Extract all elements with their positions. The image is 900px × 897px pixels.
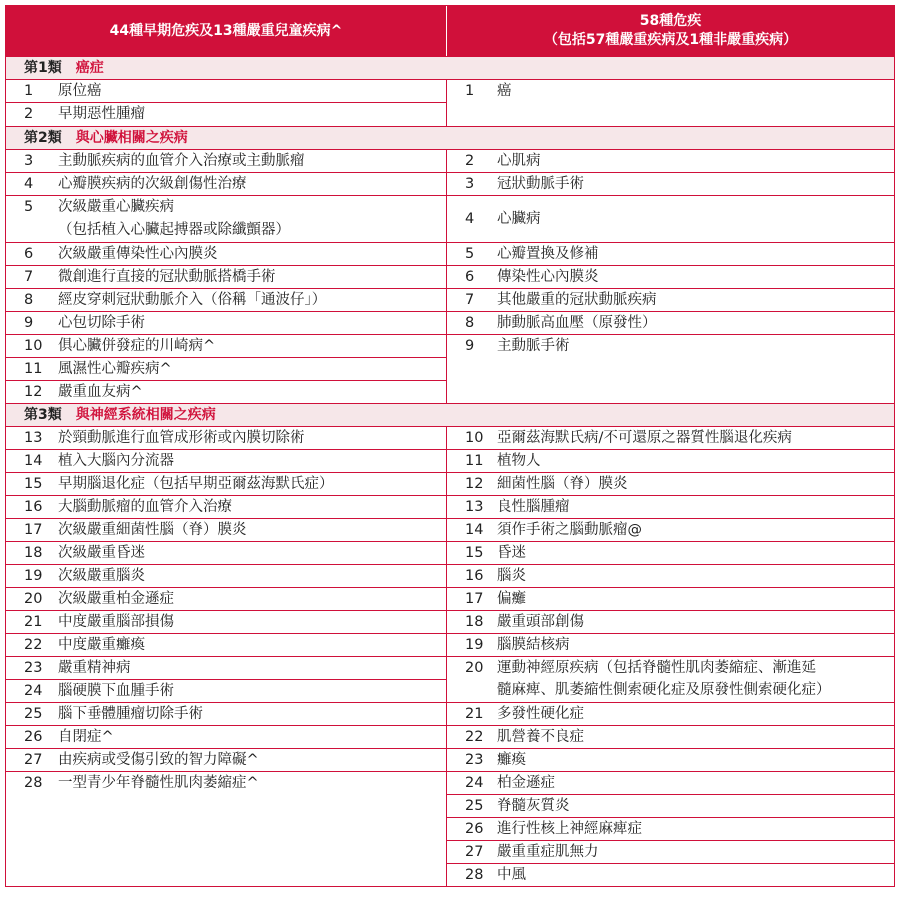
item-number: 18	[465, 614, 484, 630]
table-row	[447, 840, 894, 863]
item-text	[56, 243, 446, 265]
table-row	[6, 564, 446, 587]
item-number: 9	[465, 338, 475, 354]
table-row	[6, 656, 446, 679]
item-number: 23	[465, 752, 484, 768]
table-row	[6, 449, 446, 472]
item-text-line: 於頸動脈進行血管成形術或內膜切除術	[58, 430, 305, 446]
table-row	[6, 79, 446, 102]
item-number: 21	[465, 706, 484, 722]
item-text-line: 自閉症^	[58, 729, 114, 745]
header-right	[447, 6, 894, 56]
item-number: 8	[465, 315, 475, 331]
table-row	[6, 725, 446, 748]
table-row	[447, 610, 894, 633]
item-number: 12	[24, 384, 43, 400]
item-text-line: （包括植入心臟起搏器或除纖顫器）	[58, 222, 290, 238]
table-row	[447, 817, 894, 840]
table-row	[6, 518, 446, 541]
item-number: 6	[24, 246, 34, 262]
item-text-line: 中度嚴重癱瘓	[58, 637, 145, 653]
cat2-right-column	[447, 149, 894, 403]
item-number: 18	[24, 545, 43, 561]
item-text	[56, 611, 446, 633]
item-text	[495, 818, 894, 840]
item-text	[495, 473, 894, 495]
item-text	[56, 473, 446, 495]
item-text-line: 髓麻痺、肌萎縮性側索硬化症及原發性側索硬化症）	[497, 682, 831, 698]
item-text-line: 昏迷	[497, 545, 526, 561]
item-text	[56, 266, 446, 288]
item-number: 25	[24, 706, 43, 722]
table-row	[447, 564, 894, 587]
item-text	[495, 772, 894, 794]
table-row	[6, 334, 446, 357]
item-number: 12	[465, 476, 484, 492]
item-text-line: 早期腦退化症（包括早期亞爾茲海默氏症）	[58, 476, 334, 492]
item-text-line: 脊髓灰質炎	[497, 798, 570, 814]
item-text-line: 其他嚴重的冠狀動脈疾病	[497, 292, 657, 308]
table-row	[447, 863, 894, 886]
table-row	[6, 702, 446, 725]
item-text	[56, 335, 446, 357]
item-text	[56, 358, 446, 380]
item-text-line: 多發性硬化症	[497, 706, 584, 722]
item-text-line: 細菌性腦（脊）膜炎	[497, 476, 628, 492]
item-number: 28	[465, 867, 484, 883]
item-text-line: 肌營養不良症	[497, 729, 584, 745]
table-row	[447, 449, 894, 472]
item-number: 10	[24, 338, 43, 354]
table-row	[6, 495, 446, 518]
item-text	[56, 381, 446, 403]
category-2-header	[6, 126, 894, 149]
item-text	[495, 542, 894, 564]
category-label: 第1類	[24, 60, 62, 76]
item-text	[495, 289, 894, 311]
item-text-line: 大腦動脈瘤的血管介入治療	[58, 499, 232, 515]
item-number: 20	[24, 591, 43, 607]
item-text	[56, 634, 446, 656]
header-right-line1: 58種危疾	[639, 13, 702, 29]
item-text-line: 早期惡性腫瘤	[58, 106, 145, 122]
item-text-line: 心肌病	[497, 153, 541, 169]
item-number: 3	[24, 153, 34, 169]
item-text-line: 植物人	[497, 453, 541, 469]
table-row	[6, 633, 446, 656]
item-number: 15	[465, 545, 484, 561]
item-text-line: 嚴重精神病	[58, 660, 131, 676]
table-row	[447, 288, 894, 311]
item-text	[56, 542, 446, 564]
item-text-line: 植入大腦內分流器	[58, 453, 174, 469]
item-number: 11	[24, 361, 43, 377]
item-number: 11	[465, 453, 484, 469]
table-row	[6, 311, 446, 334]
item-text	[56, 150, 446, 172]
item-text	[495, 450, 894, 472]
item-number: 19	[465, 637, 484, 653]
item-text	[495, 266, 894, 288]
item-text-line: 冠狀動脈手術	[497, 176, 584, 192]
item-text	[495, 519, 894, 541]
item-text-line: 腦硬膜下血腫手術	[58, 683, 174, 699]
item-number: 14	[465, 522, 484, 538]
table-row	[6, 102, 446, 126]
item-number: 26	[24, 729, 43, 745]
table-row	[6, 472, 446, 495]
item-number: 13	[465, 499, 484, 515]
item-text	[56, 103, 446, 126]
item-text	[495, 496, 894, 518]
item-text-line: 運動神經原疾病（包括脊髓性肌肉萎縮症、漸進延	[497, 660, 816, 676]
item-text	[495, 150, 894, 172]
item-text	[56, 749, 446, 771]
item-number: 6	[465, 269, 475, 285]
item-text-line: 由疾病或受傷引致的智力障礙^	[58, 752, 259, 768]
item-number: 26	[465, 821, 484, 837]
item-text	[495, 427, 894, 449]
item-text	[495, 726, 894, 748]
category-name: 與心臟相關之疾病	[75, 130, 188, 146]
item-text	[495, 634, 894, 656]
table-row	[6, 587, 446, 610]
item-text	[56, 680, 446, 702]
category-label: 第3類	[24, 407, 62, 423]
category-name: 癌症	[75, 60, 104, 76]
item-number: 17	[465, 591, 484, 607]
cat1-left-column	[6, 79, 447, 126]
table-row	[447, 633, 894, 656]
item-text	[56, 703, 446, 725]
item-number: 7	[465, 292, 475, 308]
cat3-right-column	[447, 426, 894, 886]
item-text	[56, 657, 446, 679]
item-text	[495, 841, 894, 863]
item-text-line: 心包切除手術	[58, 315, 145, 331]
item-text-line: 進行性核上神經麻痺症	[497, 821, 642, 837]
item-text	[56, 173, 446, 195]
item-text	[495, 749, 894, 771]
item-text-line: 俱心臟併發症的川崎病^	[58, 338, 216, 354]
table-row	[6, 149, 446, 172]
table-row	[6, 679, 446, 702]
table-row	[447, 656, 894, 702]
item-number: 23	[24, 660, 43, 676]
item-number: 21	[24, 614, 43, 630]
item-text	[495, 243, 894, 265]
table-row	[447, 794, 894, 817]
item-text-line: 經皮穿刺冠狀動脈介入（俗稱「通波仔」）	[58, 292, 327, 308]
table-row	[447, 771, 894, 794]
header-left: 44種早期危疾及13種嚴重兒童疾病^	[6, 6, 447, 56]
item-number: 22	[24, 637, 43, 653]
item-number: 27	[24, 752, 43, 768]
item-text	[56, 588, 446, 610]
table-row	[447, 149, 894, 172]
item-text-line: 次級嚴重細菌性腦（脊）膜炎	[58, 522, 247, 538]
item-number: 1	[465, 83, 475, 99]
item-text	[56, 289, 446, 311]
item-number: 24	[465, 775, 484, 791]
item-text	[495, 196, 894, 242]
cat2-left-column	[6, 149, 447, 403]
item-text	[495, 565, 894, 587]
item-text-line: 須作手術之腦動脈瘤@	[497, 522, 642, 538]
item-number: 13	[24, 430, 43, 446]
category-1-header	[6, 56, 894, 79]
table-row	[447, 725, 894, 748]
item-text-line: 中度嚴重腦部損傷	[58, 614, 174, 630]
category-1-block	[6, 79, 894, 126]
table-row	[6, 541, 446, 564]
item-text	[56, 80, 446, 102]
item-text-line: 心臟病	[497, 211, 541, 227]
item-text	[56, 519, 446, 541]
table-row	[6, 771, 446, 794]
table-row	[447, 472, 894, 495]
item-text-line: 亞爾茲海默氏病/不可還原之器質性腦退化疾病	[497, 430, 792, 446]
item-number: 2	[465, 153, 475, 169]
item-number: 5	[24, 199, 34, 215]
table-row	[6, 426, 446, 449]
item-number: 24	[24, 683, 43, 699]
item-text	[56, 726, 446, 748]
item-text-line: 肺動脈高血壓（原發性）	[497, 315, 657, 331]
item-number: 10	[465, 430, 484, 446]
table-header	[6, 6, 894, 56]
item-number: 20	[465, 660, 484, 676]
item-number: 5	[465, 246, 475, 262]
table-row	[447, 334, 894, 357]
table-row	[447, 702, 894, 725]
item-text-line: 癱瘓	[497, 752, 526, 768]
illness-table	[5, 5, 895, 887]
item-number: 27	[465, 844, 484, 860]
item-text-line: 腦膜結核病	[497, 637, 570, 653]
table-row	[447, 541, 894, 564]
item-text-line: 良性腦腫瘤	[497, 499, 570, 515]
item-text	[56, 450, 446, 472]
table-row	[447, 172, 894, 195]
item-text	[495, 611, 894, 633]
table-row	[447, 748, 894, 771]
table-row	[447, 587, 894, 610]
category-label: 第2類	[24, 130, 62, 146]
item-text-line: 嚴重頭部創傷	[497, 614, 584, 630]
item-number: 3	[465, 176, 475, 192]
table-row	[6, 288, 446, 311]
item-text	[56, 772, 446, 794]
item-number: 8	[24, 292, 34, 308]
table-row	[6, 748, 446, 771]
item-text	[56, 496, 446, 518]
item-number: 4	[24, 176, 34, 192]
item-text-line: 次級嚴重心臟疾病	[58, 199, 174, 215]
item-text-line: 心瓣置換及修補	[497, 246, 599, 262]
item-number: 17	[24, 522, 43, 538]
table-row	[6, 380, 446, 403]
category-3-block	[6, 426, 894, 886]
table-row	[6, 357, 446, 380]
item-text	[56, 427, 446, 449]
item-text-line: 主動脈疾病的血管介入治療或主動脈瘤	[58, 153, 305, 169]
item-number: 15	[24, 476, 43, 492]
item-text	[56, 565, 446, 587]
table-row	[447, 518, 894, 541]
table-row	[6, 610, 446, 633]
item-text-line: 中風	[497, 867, 526, 883]
item-text	[495, 312, 894, 334]
item-text-line: 主動脈手術	[497, 338, 570, 354]
table-row	[6, 172, 446, 195]
item-text-line: 一型青少年脊髓性肌肉萎縮症^	[58, 775, 259, 791]
item-text	[56, 196, 446, 242]
table-row	[447, 265, 894, 288]
table-row	[6, 242, 446, 265]
item-text-line: 嚴重重症肌無力	[497, 844, 599, 860]
item-number: 25	[465, 798, 484, 814]
item-text	[495, 703, 894, 725]
item-text-line: 次級嚴重柏金遜症	[58, 591, 174, 607]
table-row	[447, 195, 894, 242]
item-text	[495, 80, 894, 103]
table-row	[447, 426, 894, 449]
header-right-line2: （包括57種嚴重疾病及1種非嚴重疾病）	[543, 32, 798, 48]
item-text-line: 柏金遜症	[497, 775, 555, 791]
item-text	[495, 864, 894, 886]
item-number: 4	[465, 211, 475, 227]
cat1-right-column	[447, 79, 894, 126]
item-text-line: 嚴重血友病^	[58, 384, 143, 400]
table-row	[447, 495, 894, 518]
item-number: 9	[24, 315, 34, 331]
item-number: 22	[465, 729, 484, 745]
table-row	[447, 311, 894, 334]
category-2-block	[6, 149, 894, 403]
item-number: 7	[24, 269, 34, 285]
cat3-left-column	[6, 426, 447, 886]
item-number: 19	[24, 568, 43, 584]
item-text	[495, 173, 894, 195]
item-text-line: 原位癌	[58, 83, 102, 99]
table-row	[6, 195, 446, 242]
category-name: 與神經系統相關之疾病	[75, 407, 216, 423]
item-number: 1	[24, 83, 34, 99]
item-text	[495, 335, 894, 357]
item-text-line: 腦下垂體腫瘤切除手術	[58, 706, 203, 722]
item-text	[495, 588, 894, 610]
item-text-line: 心瓣膜疾病的次級創傷性治療	[58, 176, 247, 192]
item-text	[56, 312, 446, 334]
item-text-line: 次級嚴重昏迷	[58, 545, 145, 561]
item-text-line: 癌	[497, 83, 512, 99]
item-text	[495, 795, 894, 817]
item-number: 16	[24, 499, 43, 515]
item-text-line: 偏癱	[497, 591, 526, 607]
item-text-line: 次級嚴重傳染性心內膜炎	[58, 246, 218, 262]
category-3-header	[6, 403, 894, 426]
item-number: 28	[24, 775, 43, 791]
item-number: 14	[24, 453, 43, 469]
item-text	[495, 657, 894, 702]
item-text-line: 傳染性心內膜炎	[497, 269, 599, 285]
item-text-line: 次級嚴重腦炎	[58, 568, 145, 584]
table-row	[447, 242, 894, 265]
table-row	[447, 79, 894, 103]
item-number: 2	[24, 106, 34, 122]
item-text-line: 腦炎	[497, 568, 526, 584]
item-text-line: 微創進行直接的冠狀動脈搭橋手術	[58, 269, 276, 285]
table-row	[6, 265, 446, 288]
item-number: 16	[465, 568, 484, 584]
item-text-line: 風濕性心瓣疾病^	[58, 361, 172, 377]
